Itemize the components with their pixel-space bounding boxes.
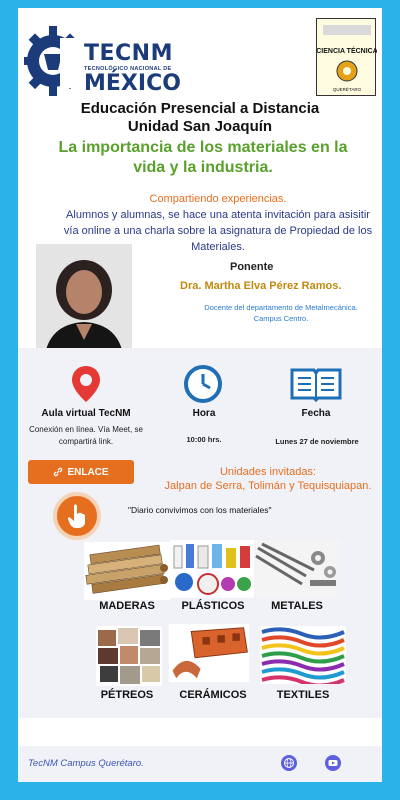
title-line-2: Unidad San Joaquín bbox=[127, 118, 273, 135]
school-logo bbox=[316, 18, 376, 96]
logo-subtext: TECNOLÓGICO NACIONAL DE bbox=[84, 66, 172, 72]
tecnm-logo bbox=[20, 18, 181, 104]
material-label-stone: PÉTREOS bbox=[100, 689, 154, 701]
youtube-icon bbox=[325, 755, 341, 771]
units-title: Unidades invitadas: bbox=[219, 466, 316, 478]
hand-pointer-icon bbox=[65, 503, 89, 529]
event-title bbox=[18, 100, 382, 136]
clock-icon bbox=[183, 364, 223, 404]
material-label-ceramics: CERÁMICOS bbox=[179, 689, 247, 701]
ceramics-image bbox=[166, 624, 252, 682]
web-link-button[interactable] bbox=[281, 755, 297, 771]
link-icon bbox=[53, 467, 63, 477]
material-label-metals: METALES bbox=[271, 600, 323, 612]
speaker-photo bbox=[36, 244, 132, 360]
time-label: Hora bbox=[192, 408, 216, 419]
material-label-wood: MADERAS bbox=[99, 600, 155, 612]
gear-icon bbox=[20, 18, 90, 104]
svg-text:CIENCIA TÉCNICA: CIENCIA TÉCNICA bbox=[317, 48, 377, 55]
speaker-label: Ponente bbox=[230, 261, 274, 273]
textiles-image bbox=[260, 626, 346, 684]
enlace-label: ENLACE bbox=[67, 466, 109, 478]
intro-lead: Compartiendo experiencias. bbox=[149, 193, 287, 205]
location-pin-icon bbox=[66, 364, 106, 404]
enlace-button[interactable] bbox=[28, 460, 134, 484]
dept-line-2: Campus Centro. bbox=[253, 314, 309, 323]
date-value: Lunes 27 de noviembre bbox=[275, 437, 359, 446]
wood-image bbox=[84, 542, 170, 600]
material-label-textiles: TEXTILES bbox=[276, 689, 330, 701]
globe-icon bbox=[281, 755, 297, 771]
youtube-link-button[interactable] bbox=[325, 755, 341, 771]
title-line-1: Educación Presencial a Distancia bbox=[80, 100, 320, 117]
material-label-plastics: PLÁSTICOS bbox=[181, 600, 245, 612]
dept-line-1: Docente del departamento de Metalmecánica. bbox=[204, 303, 358, 312]
logo-mexico: MÉXICO bbox=[84, 71, 181, 96]
plastics-image bbox=[170, 540, 256, 598]
metals-image bbox=[254, 540, 340, 598]
logo-text: TECNM bbox=[84, 41, 173, 66]
book-icon bbox=[290, 366, 342, 402]
school-crest-icon bbox=[317, 19, 377, 97]
stone-image bbox=[96, 626, 162, 686]
invitation-card bbox=[18, 8, 382, 782]
time-value: 10:00 hrs. bbox=[186, 435, 222, 444]
place-label: Aula virtual TecNM bbox=[41, 408, 131, 419]
place-detail: Conexión en línea. Vía Meet, se compartirá link. bbox=[29, 425, 143, 446]
tecnm-wordmark bbox=[84, 41, 181, 96]
event-subtitle: La importancia de los materiales en la vida y la industria. bbox=[58, 139, 348, 176]
intro-body: Alumnos y alumnas, se hace una atenta invitación para asisitir vía online a una charla sobre la asignatura de Propiedad de los Materiales. bbox=[63, 209, 373, 253]
click-hand-button[interactable] bbox=[53, 492, 101, 540]
footer-text: TecNM Campus Querétaro. bbox=[28, 758, 144, 769]
invited-units bbox=[158, 465, 378, 493]
units-list: Jalpan de Serra, Tolimán y Tequisquiapan. bbox=[164, 480, 372, 492]
speaker-name: Dra. Martha Elva Pérez Ramos. bbox=[180, 280, 342, 292]
quote-text: "Diario convivimos con los materiales" bbox=[128, 505, 272, 515]
speaker-department bbox=[186, 302, 376, 324]
svg-text:QUERÉTARO: QUERÉTARO bbox=[332, 87, 362, 92]
date-label: Fecha bbox=[301, 408, 331, 419]
